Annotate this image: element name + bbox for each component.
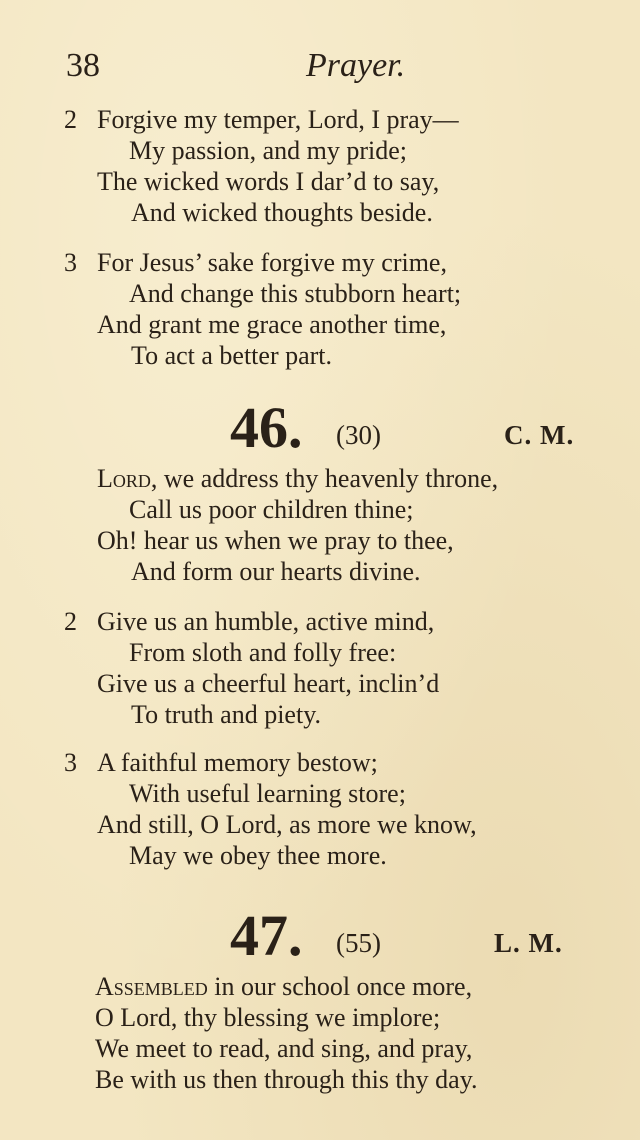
verse-text: Forgive my temper, Lord, I pray— <box>97 105 459 134</box>
hymn-47-heading <box>0 903 640 968</box>
verse-text: Oh! hear us when we pray to thee, <box>97 526 454 555</box>
verse-line <box>0 247 640 278</box>
verse-text <box>95 971 472 1002</box>
verse-line <box>0 668 640 699</box>
page-header <box>66 44 586 88</box>
hymn-number: 46. <box>230 395 303 460</box>
running-title: Prayer. <box>306 47 406 84</box>
stanza-number: 2 <box>64 607 77 636</box>
verse-text: Call us poor children thine; <box>129 495 414 524</box>
verse-line <box>0 778 640 809</box>
hymn-number: 47. <box>230 903 303 968</box>
stanza-number: 3 <box>64 248 77 277</box>
verse-text: My passion, and my pride; <box>129 136 408 165</box>
verse-text: A faithful memory bestow; <box>97 748 378 777</box>
stanza-number: 2 <box>64 105 77 134</box>
verse-line <box>0 1002 640 1033</box>
verse-line <box>0 971 640 1002</box>
verse-line <box>0 606 640 637</box>
verse-text: Give us a cheerful heart, inclin’d <box>97 669 440 698</box>
first-word: Assembled <box>95 972 208 1001</box>
hymn-47-stanza-1 <box>0 971 640 1095</box>
stanza-prev-3 <box>0 247 640 371</box>
verse-line <box>0 525 640 556</box>
hymn-46-stanza-3 <box>0 747 640 871</box>
verse-line <box>0 278 640 309</box>
verse-line <box>0 637 640 668</box>
hymn-46-stanza-2 <box>0 606 640 730</box>
tune-reference: (30) <box>336 420 381 450</box>
verse-line <box>0 840 640 871</box>
hymn-46-heading <box>0 395 640 460</box>
verse-line <box>0 197 640 228</box>
hymn-46-stanza-1 <box>0 463 640 587</box>
verse-line <box>0 556 640 587</box>
verse-line <box>0 1064 640 1095</box>
meter: C. M. <box>504 420 575 450</box>
verse-text: And grant me grace another time, <box>97 310 447 339</box>
verse-text: And wicked thoughts beside. <box>131 198 433 227</box>
verse-text: For Jesus’ sake forgive my crime, <box>97 248 447 277</box>
verse-text: Give us an humble, active mind, <box>97 607 435 636</box>
page-number: 38 <box>66 47 100 84</box>
verse-line <box>0 809 640 840</box>
first-line-rest: , we address thy heavenly throne, <box>150 464 499 493</box>
verse-line <box>0 104 640 135</box>
verse-line <box>0 463 640 494</box>
verse-text: And change this stubborn heart; <box>129 279 462 308</box>
tune-reference: (55) <box>336 928 381 958</box>
stanza-prev-2 <box>0 104 640 228</box>
stanza-number: 3 <box>64 748 77 777</box>
verse-line <box>0 166 640 197</box>
verse-text: May we obey thee more. <box>129 841 387 870</box>
verse-line <box>0 1033 640 1064</box>
verse-line <box>0 135 640 166</box>
verse-text: O Lord, thy blessing we implore; <box>95 1003 441 1032</box>
verse-text: We meet to read, and sing, and pray, <box>95 1034 473 1063</box>
verse-text: And form our hearts divine. <box>131 557 421 586</box>
verse-line <box>0 747 640 778</box>
verse-text: To truth and piety. <box>131 700 322 729</box>
first-word: Lord <box>97 464 151 493</box>
verse-line <box>0 494 640 525</box>
meter: L. M. <box>494 928 563 958</box>
verse-line <box>0 340 640 371</box>
verse-text: And still, O Lord, as more we know, <box>97 810 477 839</box>
verse-text <box>97 463 498 494</box>
verse-text: From sloth and folly free: <box>129 638 397 667</box>
verse-line <box>0 699 640 730</box>
verse-text: To act a better part. <box>131 341 333 370</box>
verse-line <box>0 309 640 340</box>
verse-text: Be with us then through this thy day. <box>95 1065 478 1094</box>
verse-text: The wicked words I dar’d to say, <box>97 167 440 196</box>
verse-text: With useful learning store; <box>129 779 406 808</box>
first-line-rest: in our school once more, <box>207 972 473 1001</box>
